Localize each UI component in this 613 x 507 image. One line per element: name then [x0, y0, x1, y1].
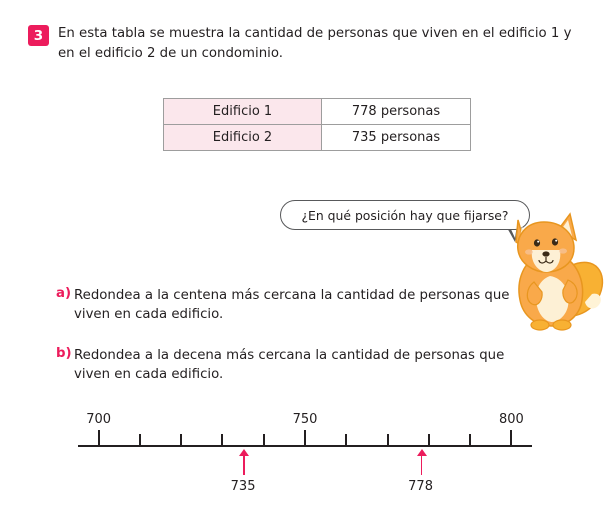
item-a-text: Redondea a la centena más cercana la cantidad de personas que viven en cada edificio.	[74, 288, 510, 322]
buildings-table-wrapper	[163, 98, 471, 151]
number-line-major-tick	[304, 430, 306, 447]
number-line-tick-label: 750	[292, 412, 318, 427]
number-line-marker-arrow	[243, 449, 244, 475]
table-cell-value: 778 personas	[322, 99, 471, 125]
table-row	[164, 125, 471, 151]
number-line-tick	[221, 434, 223, 447]
speech-bubble	[280, 200, 530, 230]
number-line-tick	[263, 434, 265, 447]
number-line-major-tick	[98, 430, 100, 447]
number-line	[0, 400, 613, 507]
number-line-major-tick	[510, 430, 512, 447]
table-cell-value: 735 personas	[322, 125, 471, 151]
table-cell-label: Edificio 1	[164, 99, 322, 125]
number-line-marker-arrow	[421, 449, 422, 475]
table-row	[164, 99, 471, 125]
number-line-tick	[469, 434, 471, 447]
number-line-tick	[387, 434, 389, 447]
item-a-letter: a)	[56, 286, 72, 301]
buildings-table	[163, 98, 471, 151]
exercise-header	[28, 24, 588, 64]
number-line-tick	[139, 434, 141, 447]
item-b	[56, 346, 526, 384]
item-b-text: Redondea a la decena más cercana la cantidad de personas que viven en cada edificio.	[74, 348, 505, 382]
speech-bubble-text: ¿En qué posición hay que fijarse?	[301, 207, 509, 223]
number-line-tick	[180, 434, 182, 447]
table-cell-label: Edificio 2	[164, 125, 322, 151]
number-line-tick	[345, 434, 347, 447]
exercise-statement: En esta tabla se muestra la cantidad de personas que viven en el edificio 1 y en el edificio 2 de un condominio.	[58, 26, 572, 61]
number-line-marker-label: 778	[408, 479, 433, 494]
number-line-marker-label: 735	[230, 479, 256, 494]
number-line-tick-label: 700	[86, 412, 112, 427]
fox-mascot-illustration	[496, 196, 608, 331]
item-a	[56, 286, 526, 324]
exercise-number-badge: 3	[28, 25, 49, 46]
item-b-letter: b)	[56, 346, 72, 361]
number-line-tick-label: 800	[498, 412, 524, 427]
number-line-tick	[428, 434, 430, 447]
